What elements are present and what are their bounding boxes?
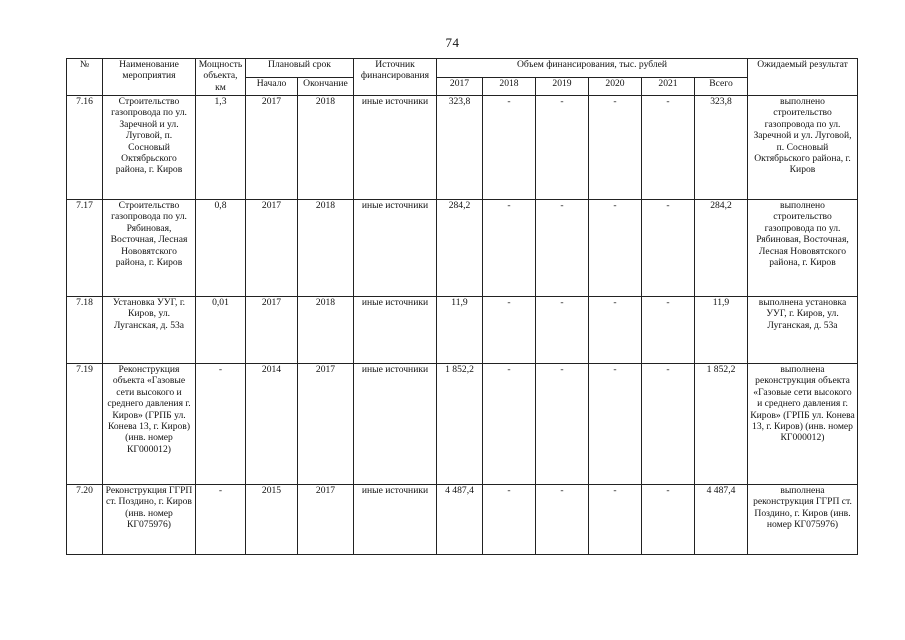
- row-2018: -: [483, 297, 536, 364]
- row-source: иные источники: [354, 364, 437, 485]
- header-source: Источник финансирования: [354, 59, 437, 96]
- row-capacity: -: [196, 364, 246, 485]
- row-name: Строительство газопровода по ул. Заречной и ул. Луговой, п. Сосновый Октябрьского района, г. Киров: [103, 96, 196, 200]
- row-2017: 323,8: [437, 96, 483, 200]
- row-2019: -: [536, 200, 589, 297]
- row-total: 284,2: [695, 200, 748, 297]
- header-year-2017: 2017: [437, 78, 483, 96]
- row-number: 7.18: [67, 297, 103, 364]
- row-start: 2017: [246, 96, 298, 200]
- row-start: 2015: [246, 485, 298, 555]
- row-number: 7.17: [67, 200, 103, 297]
- row-2017: 11,9: [437, 297, 483, 364]
- row-2021: -: [642, 200, 695, 297]
- row-total: 323,8: [695, 96, 748, 200]
- row-total: 11,9: [695, 297, 748, 364]
- row-2021: -: [642, 96, 695, 200]
- row-2018: -: [483, 364, 536, 485]
- row-2020: -: [589, 297, 642, 364]
- row-2020: -: [589, 364, 642, 485]
- page-number: 74: [445, 35, 460, 50]
- row-2019: -: [536, 485, 589, 555]
- header-name: Наименование мероприятия: [103, 59, 196, 96]
- row-end: 2018: [298, 297, 354, 364]
- header-no: №: [67, 59, 103, 96]
- row-number: 7.19: [67, 364, 103, 485]
- row-2019: -: [536, 364, 589, 485]
- row-end: 2018: [298, 200, 354, 297]
- header-total: Всего: [695, 78, 748, 96]
- row-2020: -: [589, 485, 642, 555]
- row-result: выполнено строительство газопровода по ул. Рябиновая, Восточная, Лесная Нововятского района, г. Киров: [748, 200, 858, 297]
- header-year-2020: 2020: [589, 78, 642, 96]
- header-year-2019: 2019: [536, 78, 589, 96]
- row-2021: -: [642, 485, 695, 555]
- row-end: 2017: [298, 485, 354, 555]
- row-source: иные источники: [354, 200, 437, 297]
- header-capacity: Мощность объекта, км: [196, 59, 246, 96]
- row-source: иные источники: [354, 485, 437, 555]
- row-end: 2018: [298, 96, 354, 200]
- row-2017: 284,2: [437, 200, 483, 297]
- row-2020: -: [589, 96, 642, 200]
- row-result: выполнена реконструкция ГГРП ст. Поздино, г. Киров (инв. номер КГ075976): [748, 485, 858, 555]
- header-start: Начало: [246, 78, 298, 96]
- row-capacity: -: [196, 485, 246, 555]
- row-capacity: 1,3: [196, 96, 246, 200]
- row-capacity: 0,8: [196, 200, 246, 297]
- row-2017: 4 487,4: [437, 485, 483, 555]
- header-plan-term: Плановый срок: [246, 59, 354, 78]
- table-row: [67, 200, 858, 297]
- row-2017: 1 852,2: [437, 364, 483, 485]
- row-2018: -: [483, 485, 536, 555]
- header-result: Ожидаемый результат: [748, 59, 858, 96]
- header-year-2018: 2018: [483, 78, 536, 96]
- row-2021: -: [642, 364, 695, 485]
- row-name: Реконструкция объекта «Газовые сети высокого и среднего давления г. Киров» (ГРПБ ул. Конева 13, г. Киров) (инв. номер КГ000012): [103, 364, 196, 485]
- row-end: 2017: [298, 364, 354, 485]
- row-name: Установка УУГ, г. Киров, ул. Луганская, д. 53а: [103, 297, 196, 364]
- header-year-2021: 2021: [642, 78, 695, 96]
- row-number: 7.20: [67, 485, 103, 555]
- row-2020: -: [589, 200, 642, 297]
- row-name: Строительство газопровода по ул. Рябиновая, Восточная, Лесная Нововятского района, г. Киров: [103, 200, 196, 297]
- row-result: выполнено строительство газопровода по ул. Заречной и ул. Луговой, п. Сосновый Октябрьского района, г. Киров: [748, 96, 858, 200]
- row-start: 2014: [246, 364, 298, 485]
- row-2021: -: [642, 297, 695, 364]
- row-2018: -: [483, 200, 536, 297]
- row-name: Реконструкция ГГРП ст. Поздино, г. Киров (инв. номер КГ075976): [103, 485, 196, 555]
- table-row: [67, 297, 858, 364]
- row-start: 2017: [246, 200, 298, 297]
- row-2019: -: [536, 96, 589, 200]
- funding-table: [66, 58, 858, 555]
- row-result: выполнена установка УУГ, г. Киров, ул. Луганская, д. 53а: [748, 297, 858, 364]
- table-row: [67, 485, 858, 555]
- row-total: 4 487,4: [695, 485, 748, 555]
- row-total: 1 852,2: [695, 364, 748, 485]
- row-number: 7.16: [67, 96, 103, 200]
- row-result: выполнена реконструкция объекта «Газовые сети высокого и среднего давления г. Киров» (ГРПБ ул. Конева 13, г. Киров) (инв. номер КГ000012): [748, 364, 858, 485]
- table-row: [67, 96, 858, 200]
- row-start: 2017: [246, 297, 298, 364]
- header-funding: Объем финансирования, тыс. рублей: [437, 59, 748, 78]
- row-source: иные источники: [354, 297, 437, 364]
- row-2019: -: [536, 297, 589, 364]
- header-end: Окончание: [298, 78, 354, 96]
- row-capacity: 0,01: [196, 297, 246, 364]
- table-row: [67, 364, 858, 485]
- row-2018: -: [483, 96, 536, 200]
- row-source: иные источники: [354, 96, 437, 200]
